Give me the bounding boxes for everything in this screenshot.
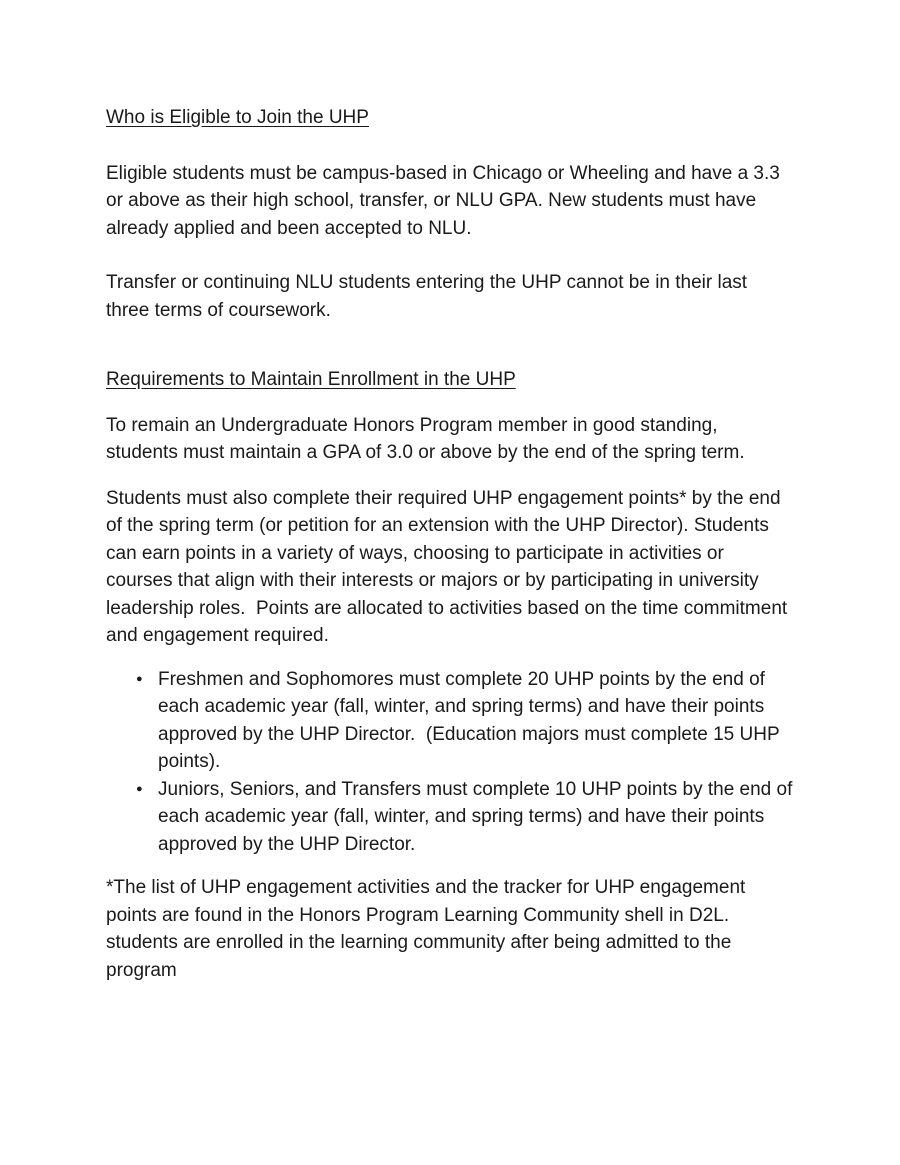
section-heading-requirements: Requirements to Maintain Enrollment in the UHP [106, 369, 516, 390]
list-item-freshmen-sophomores: ● Freshmen and Sophomores must complete 20 UHP points by the end of each academic year (fall, winter, and spring terms) and have their points approved by the UHP Director. (Education majors must complete 15 UHP points). [158, 666, 794, 776]
list-item-juniors-seniors-transfers: ● Juniors, Seniors, and Transfers must complete 10 UHP points by the end of each academic year (fall, winter, and spring terms) and have their points approved by the UHP Director. [158, 776, 794, 859]
paragraph-engagement-points: Students must also complete their required UHP engagement points* by the end of the spring term (or petition for an extension with the UHP Director). Students can earn points in a variety of ways, choosing to participate in activities or courses that align with their interests or majors or by participating in university leadership roles. Points are allocated to activities based on the time commitment and engagement required. [106, 487, 793, 646]
paragraph-gpa-requirement: To remain an Undergraduate Honors Program member in good standing, students must maintain a GPA of 3.0 or above by the end of the spring term. [106, 414, 745, 463]
paragraph-eligibility-criteria: Eligible students must be campus-based in Chicago or Wheeling and have a 3.3 or above as their high school, transfer, or NLU GPA. New students must have already applied and been accepted to NLU. [106, 162, 786, 239]
document-content [106, 104, 798, 984]
engagement-points-list [106, 666, 798, 859]
footnote-engagement-tracker: *The list of UHP engagement activities and the tracker for UHP engagement points are found in the Honors Program Learning Community shell in D2L. students are enrolled in the learning community after being admitted to the program [106, 877, 751, 981]
paragraph-transfer-restriction: Transfer or continuing NLU students entering the UHP cannot be in their last three terms of coursework. [106, 272, 753, 321]
section-heading-eligibility: Who is Eligible to Join the UHP [106, 107, 369, 128]
